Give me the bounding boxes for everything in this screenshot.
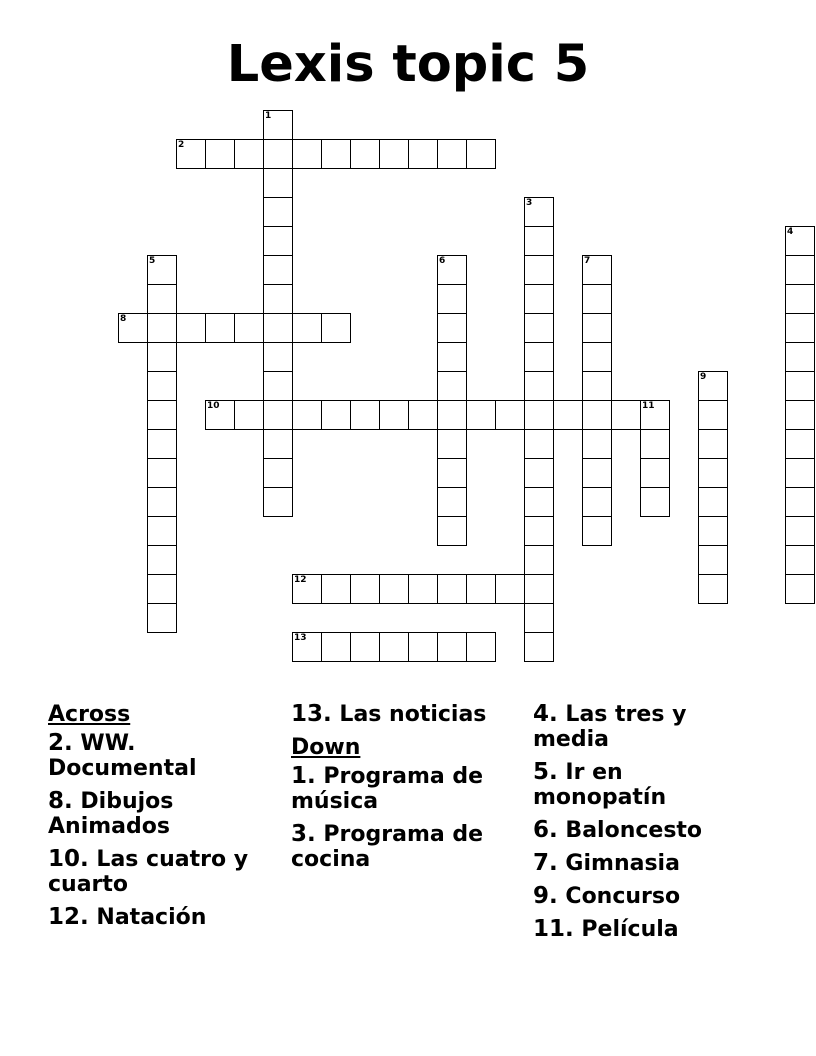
- grid-cell[interactable]: [524, 226, 554, 256]
- grid-cell[interactable]: [524, 603, 554, 633]
- grid-cell[interactable]: [263, 342, 293, 372]
- grid-cell[interactable]: [524, 429, 554, 459]
- grid-cell[interactable]: [582, 371, 612, 401]
- grid-cell[interactable]: [524, 574, 554, 604]
- grid-cell[interactable]: [292, 313, 322, 343]
- clue-down-6: 6. Baloncesto: [533, 817, 703, 843]
- grid-cell[interactable]: [263, 313, 293, 343]
- grid-cell[interactable]: [205, 313, 235, 343]
- grid-cell[interactable]: [321, 313, 351, 343]
- grid-cell[interactable]: [524, 371, 554, 401]
- grid-cell[interactable]: [350, 574, 380, 604]
- grid-cell[interactable]: [785, 458, 815, 488]
- grid-cell[interactable]: [698, 458, 728, 488]
- grid-cell[interactable]: [785, 255, 815, 285]
- grid-cell[interactable]: [524, 487, 554, 517]
- clue-number-label: 4: [787, 227, 794, 237]
- grid-cell[interactable]: [176, 139, 206, 169]
- clue-across-8: 8. Dibujos Animados: [48, 788, 174, 839]
- clue-number-label: 2: [178, 140, 185, 150]
- grid-cell[interactable]: [698, 371, 728, 401]
- down-heading: Down: [291, 735, 361, 760]
- grid-cell[interactable]: [234, 400, 264, 430]
- grid-cell[interactable]: [263, 400, 293, 430]
- grid-cell[interactable]: [292, 632, 322, 662]
- grid-cell[interactable]: [698, 400, 728, 430]
- clue-down-3: 3. Programa de cocina: [291, 821, 484, 872]
- clue-across-12: 12. Natación: [48, 904, 207, 930]
- clue-down-9: 9. Concurso: [533, 883, 681, 909]
- grid-cell[interactable]: [437, 284, 467, 314]
- grid-cell[interactable]: [234, 139, 264, 169]
- grid-cell[interactable]: [785, 371, 815, 401]
- clue-down-11: 11. Película: [533, 916, 679, 942]
- clues-column-2: [291, 702, 491, 880]
- grid-cell[interactable]: [379, 574, 409, 604]
- grid-cell[interactable]: [147, 342, 177, 372]
- grid-cell[interactable]: [524, 545, 554, 575]
- grid-cell[interactable]: [437, 429, 467, 459]
- grid-cell[interactable]: [582, 284, 612, 314]
- grid-cell[interactable]: [524, 400, 554, 430]
- grid-cell[interactable]: [524, 313, 554, 343]
- grid-cell[interactable]: [379, 400, 409, 430]
- clue-number-label: 3: [526, 198, 533, 208]
- grid-cell[interactable]: [698, 429, 728, 459]
- grid-cell[interactable]: [408, 139, 438, 169]
- grid-cell[interactable]: [582, 487, 612, 517]
- grid-cell[interactable]: [263, 168, 293, 198]
- grid-cell[interactable]: [263, 429, 293, 459]
- grid-cell[interactable]: [466, 139, 496, 169]
- grid-cell[interactable]: [437, 371, 467, 401]
- grid-cell[interactable]: [408, 574, 438, 604]
- grid-cell[interactable]: [147, 574, 177, 604]
- grid-cell[interactable]: [408, 632, 438, 662]
- grid-cell[interactable]: [785, 226, 815, 256]
- grid-cell[interactable]: [147, 313, 177, 343]
- clue-across-2: 2. WW. Documental: [48, 730, 197, 781]
- grid-cell[interactable]: [118, 313, 148, 343]
- clue-across-10: 10. Las cuatro y cuarto: [48, 846, 249, 897]
- grid-cell[interactable]: [785, 400, 815, 430]
- grid-cell[interactable]: [698, 487, 728, 517]
- grid-cell[interactable]: [582, 429, 612, 459]
- grid-cell[interactable]: [263, 284, 293, 314]
- grid-cell[interactable]: [379, 632, 409, 662]
- grid-cell[interactable]: [263, 371, 293, 401]
- grid-cell[interactable]: [205, 400, 235, 430]
- grid-cell[interactable]: [263, 139, 293, 169]
- clue-number-label: 12: [294, 575, 307, 585]
- grid-cell[interactable]: [785, 284, 815, 314]
- across-heading: Across: [48, 702, 131, 727]
- grid-cell[interactable]: [640, 487, 670, 517]
- grid-cell[interactable]: [147, 545, 177, 575]
- clue-across-13: 13. Las noticias: [291, 701, 487, 727]
- grid-cell[interactable]: [350, 139, 380, 169]
- grid-cell[interactable]: [524, 197, 554, 227]
- grid-cell[interactable]: [524, 458, 554, 488]
- grid-cell[interactable]: [321, 400, 351, 430]
- puzzle-title: Lexis topic 5: [226, 35, 590, 94]
- grid-cell[interactable]: [437, 458, 467, 488]
- clue-number-label: 13: [294, 633, 307, 643]
- clues-column-1: [48, 702, 278, 938]
- grid-cell[interactable]: [437, 342, 467, 372]
- grid-cell[interactable]: [437, 516, 467, 546]
- grid-cell[interactable]: [698, 545, 728, 575]
- grid-cell[interactable]: [350, 400, 380, 430]
- grid-cell[interactable]: [147, 516, 177, 546]
- grid-cell[interactable]: [524, 632, 554, 662]
- clue-down-4: 4. Las tres y media: [533, 701, 687, 752]
- clue-number-label: 11: [642, 401, 655, 411]
- grid-cell[interactable]: [524, 516, 554, 546]
- grid-cell[interactable]: [176, 313, 206, 343]
- grid-cell[interactable]: [582, 342, 612, 372]
- grid-cell[interactable]: [466, 400, 496, 430]
- grid-cell[interactable]: [205, 139, 235, 169]
- grid-cell[interactable]: [292, 400, 322, 430]
- grid-cell[interactable]: [263, 226, 293, 256]
- clues-column-3: [533, 702, 743, 950]
- grid-cell[interactable]: [785, 516, 815, 546]
- grid-cell[interactable]: [263, 255, 293, 285]
- grid-cell[interactable]: [582, 458, 612, 488]
- grid-cell[interactable]: [263, 197, 293, 227]
- grid-cell[interactable]: [437, 400, 467, 430]
- grid-cell[interactable]: [785, 342, 815, 372]
- clue-number-label: 9: [700, 372, 707, 382]
- grid-cell[interactable]: [582, 255, 612, 285]
- grid-cell[interactable]: [582, 516, 612, 546]
- grid-cell[interactable]: [437, 487, 467, 517]
- grid-cell[interactable]: [147, 371, 177, 401]
- grid-cell[interactable]: [466, 632, 496, 662]
- grid-cell[interactable]: [785, 574, 815, 604]
- grid-cell[interactable]: [553, 400, 583, 430]
- grid-cell[interactable]: [437, 139, 467, 169]
- grid-cell[interactable]: [321, 632, 351, 662]
- grid-cell[interactable]: [698, 516, 728, 546]
- grid-cell[interactable]: [466, 574, 496, 604]
- clue-number-label: 6: [439, 256, 446, 266]
- grid-cell[interactable]: [640, 429, 670, 459]
- grid-cell[interactable]: [785, 545, 815, 575]
- grid-cell[interactable]: [147, 603, 177, 633]
- grid-cell[interactable]: [582, 313, 612, 343]
- grid-cell[interactable]: [611, 400, 641, 430]
- grid-cell[interactable]: [437, 313, 467, 343]
- clue-number-label: 10: [207, 401, 220, 411]
- grid-cell[interactable]: [147, 429, 177, 459]
- clue-down-5: 5. Ir en monopatín: [533, 759, 667, 810]
- grid-cell[interactable]: [263, 487, 293, 517]
- clue-number-label: 1: [265, 111, 272, 121]
- grid-cell[interactable]: [234, 313, 264, 343]
- grid-cell[interactable]: [524, 342, 554, 372]
- clue-number-label: 8: [120, 314, 127, 324]
- grid-cell[interactable]: [408, 400, 438, 430]
- grid-cell[interactable]: [321, 139, 351, 169]
- grid-cell[interactable]: [147, 284, 177, 314]
- clue-number-label: 5: [149, 256, 156, 266]
- grid-cell[interactable]: [785, 429, 815, 459]
- clue-down-7: 7. Gimnasia: [533, 850, 680, 876]
- grid-cell[interactable]: [147, 255, 177, 285]
- grid-cell[interactable]: [785, 313, 815, 343]
- grid-cell[interactable]: [263, 110, 293, 140]
- grid-cell[interactable]: [640, 400, 670, 430]
- clue-down-1: 1. Programa de música: [291, 763, 484, 814]
- grid-cell[interactable]: [640, 458, 670, 488]
- grid-cell[interactable]: [437, 632, 467, 662]
- grid-cell[interactable]: [321, 574, 351, 604]
- grid-cell[interactable]: [147, 458, 177, 488]
- grid-cell[interactable]: [524, 255, 554, 285]
- grid-cell[interactable]: [785, 487, 815, 517]
- grid-cell[interactable]: [582, 400, 612, 430]
- grid-cell[interactable]: [147, 400, 177, 430]
- grid-cell[interactable]: [292, 574, 322, 604]
- grid-cell[interactable]: [437, 255, 467, 285]
- clue-number-label: 7: [584, 256, 591, 266]
- grid-cell[interactable]: [263, 458, 293, 488]
- grid-cell[interactable]: [292, 139, 322, 169]
- grid-cell[interactable]: [437, 574, 467, 604]
- grid-cell[interactable]: [495, 400, 525, 430]
- grid-cell[interactable]: [524, 284, 554, 314]
- grid-cell[interactable]: [147, 487, 177, 517]
- grid-cell[interactable]: [379, 139, 409, 169]
- grid-cell[interactable]: [495, 574, 525, 604]
- grid-cell[interactable]: [698, 574, 728, 604]
- grid-cell[interactable]: [350, 632, 380, 662]
